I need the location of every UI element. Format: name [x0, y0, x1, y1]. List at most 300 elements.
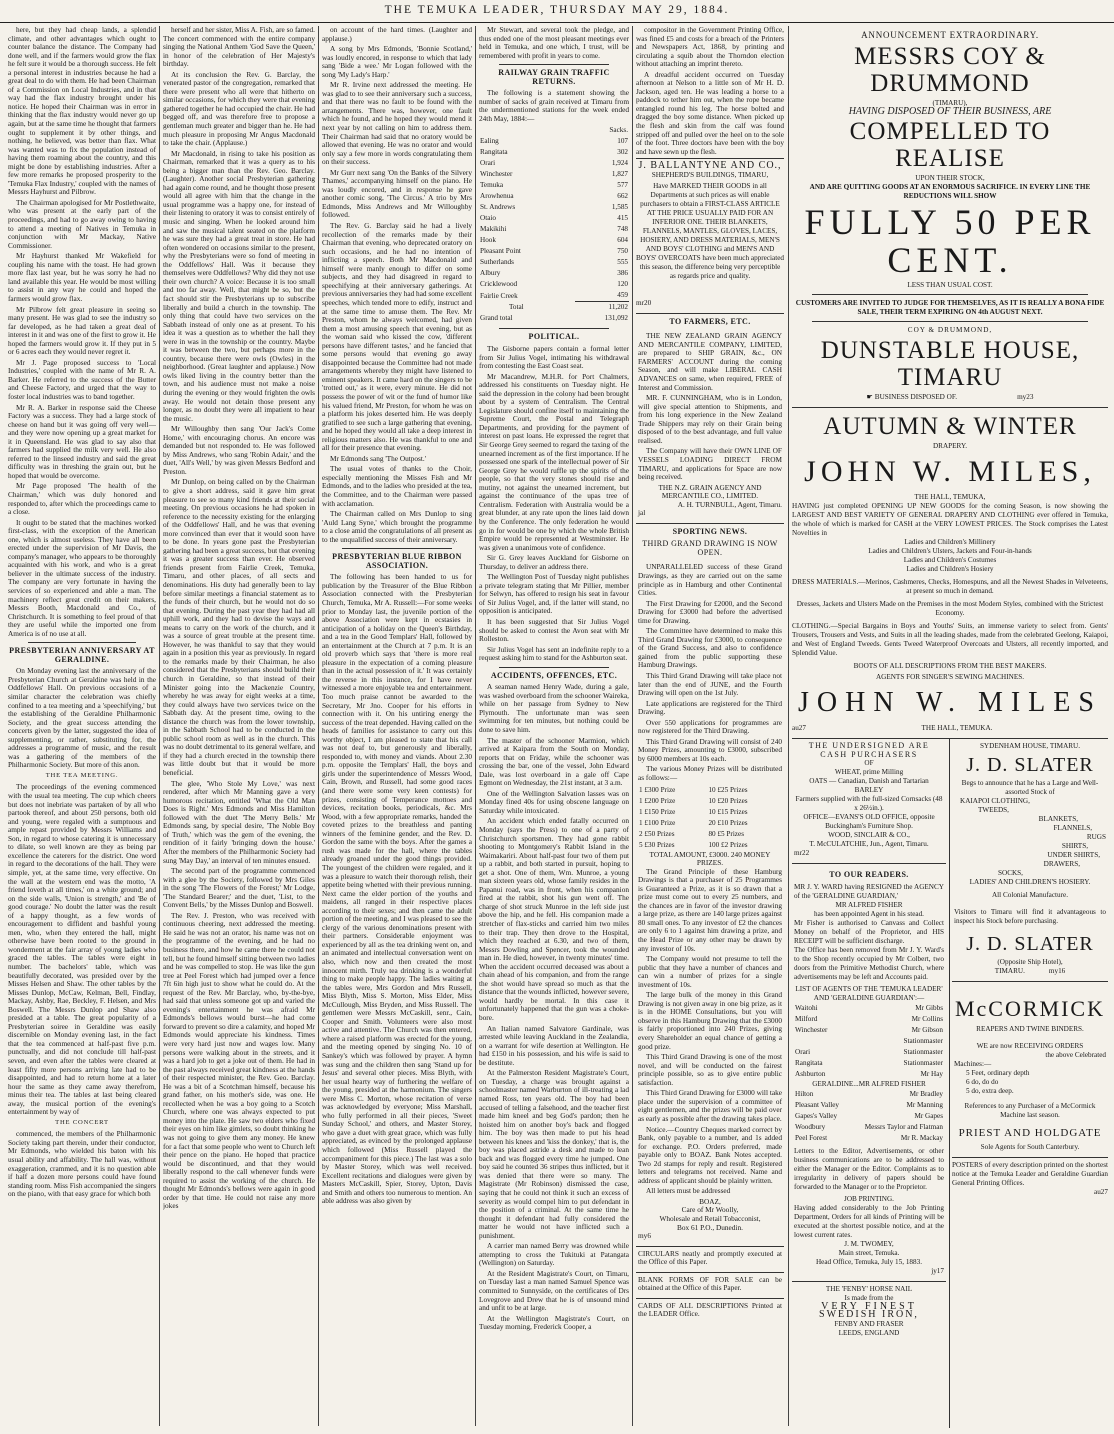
- lower-left-adverts: [792, 739, 950, 1428]
- station-name: St. Andrews: [480, 203, 516, 212]
- table-row: [479, 169, 629, 180]
- coy-drummond-advert: [792, 26, 1108, 408]
- advert-line: AGENTS FOR SINGER'S SEWING MACHINES.: [875, 673, 1025, 682]
- advert-ref: au27: [792, 724, 806, 733]
- column-rule: [318, 26, 319, 1426]
- station-name: Winchester: [480, 170, 513, 179]
- agent-name: Mr Bradley: [909, 1089, 943, 1098]
- advert-line: [792, 393, 1108, 402]
- column-3: [322, 26, 472, 1428]
- advert-ref: mr20: [636, 298, 652, 307]
- agent-name: Mr Gibson: [911, 1025, 943, 1034]
- advert-address: Box 61 P.O., Dunedin.: [677, 1222, 743, 1232]
- table-row: [794, 1058, 944, 1069]
- article-paragraph: The Gisborne papers contain a formal letter from Sir Julius Vogel, intimating his withdrawal from contesting the East Coast seat.: [479, 344, 629, 371]
- advert-line: T. McCULATCHIE, Jun., Agent, Timaru.: [809, 840, 929, 849]
- sacks-count: 415: [617, 214, 628, 223]
- advert-paragraph: MR. F. CUNNINGHAM, who is in London, will give special attention to Shipments, and from his long experience in the New Zealand Trade Shippers may rely on their Grain being disposed of to the best advantage, and full value realised.: [638, 393, 782, 445]
- sacks-count: 1,585: [611, 203, 628, 212]
- advert-paragraph: This Third Grand Drawing will consist of 240 Money Prizes, amounting to £3000, subscribed by 6000 members at 10s each.: [638, 736, 782, 763]
- table-row: [638, 785, 782, 796]
- article-paragraph: Mr Macdonald, in rising to take his position as Chairman, remarked that it was a query as to his being a bigger man than the Rev. Geo. Barclay. (Laughter). Another social Presbyterian gathering had again come round, and he thought those present would all agree with him that the change in the usual programme was a happy one, for instead of their listening to oratory it was to consist entirely of music and singing. When he looked around him and saw the musical talent seated on the platform he was sure they had a great treat in store. He had often wondered on occasions similar to the present, why the Presbyterians were so fond of meeting in the Oddfellows' Hall. Was it because they themselves were Oddfellows? Why did they not use their own church? A voice: Because it is too small and too far away. Well, that might be so, but the fact should stir the Presbyterians up to subscribe liberally and build a church in the township. The only thing that could have two services on the Sabbath instead of only one as at present. To his idea it was a question as to whether the hall they were in was in the township or the country. Maybe it was between the two, but perhaps more in the country, because there were owls (Owles) in the neighborhood. (Great laughter and applause.) Now owls liked living in the country better than the town, and his audience must not make a noise during the evening or they would frighten the owls away. He would not detain those present any longer, as no doubt they were all impatient to hear the music.: [163, 148, 315, 423]
- advert-paragraph: Dresses, Jackets and Ulsters Made on the Premises in the most Modern Styles, combined with the Strictest Economy.: [796, 600, 1104, 618]
- advert-ref: mr22: [794, 849, 810, 858]
- article-paragraph: It ought to be stated that the machines worked first-class, with the exception of the American one, which is almost useless. They have all been erected under the supervision of Mr Davis, the company's manager, who appears to be thoroughly acquainted with his work, and who is a great believer in the ultimate success of the industry. The company are very fortunate in having the services of so experienced and able a man. The machinery reflect great credit on their makers, Messrs Booth, Macdonald and Co., of Christchurch. It is something to feel proud of that they are useful while the imported one from America is of no use at all.: [8, 517, 156, 638]
- advert-line: Machines:—: [954, 1060, 992, 1069]
- article-paragraph: The Chairman apologised for Mr Postlethwaite, who was present at the early part of the proceedings, and had to go away owing to having to attend a meeting of Natives in Temuka in conjunction with Mr Mackay, Native Commissioner.: [8, 197, 156, 250]
- advert-title: AUTUMN & WINTER: [823, 413, 1077, 441]
- table-row: [638, 840, 782, 851]
- advert-sub: (TIMARU),: [932, 98, 968, 107]
- advert-line: POSTERS of every description printed on the shortest notice at the Temuka Leader and Geraldine Guardian General Printing Offices.: [952, 1161, 1108, 1188]
- article-paragraph: An Italian named Salvatore Gardinale, was arrested while leaving Auckland in the Zealandia, on a warrant for wife desertion at Wellington. He had £150 in his possession, and his wife is said to be destitute.: [479, 1023, 629, 1067]
- advert-title: JOHN W. MILES,: [804, 455, 1096, 489]
- article-paragraph: Mr R. Irvine next addressed the meeting. He was glad to to see their anniversary such a success, and that there was no fault to be found with the arrangements. There was, however, one fault which he found, and he hoped they would mend it next year by not calling on him to address them. Their Chairman had said that no oratory would be allowed that evening. He was no orator and would only say a few more in words congratulating them on their success.: [322, 80, 472, 167]
- agent-place: Pleasant Valley: [795, 1100, 839, 1109]
- lower-right-adverts: [952, 739, 1108, 1428]
- agent-name: Messrs Taylor and Flatman: [864, 1122, 943, 1131]
- notice-signature: J. M. TWOMEY,: [844, 1239, 894, 1248]
- table-row: [794, 1014, 944, 1025]
- agent-place: Orari: [795, 1047, 811, 1056]
- grand-total-label: Grand total: [480, 314, 513, 323]
- advert-paragraph: Notice.—Country Cheques marked correct by Bank, only payable to a number, and 1s added for exchange. P.O. Orders preferred, made payable only to BOAZ. Bank Notes accepted. Two 2d stamps for reply and result. Registered letters and telegrams not received. Name and address of applicant should be plainly written.: [638, 1124, 782, 1185]
- masthead: THE TEMUKA LEADER, THURSDAY MAY 29, 1884.: [0, 0, 1114, 23]
- agent-place: Rangitata: [795, 1058, 823, 1067]
- table-row: [794, 1025, 944, 1036]
- advert-line: OATS — Canadian, Danish and Tartarian: [809, 777, 929, 786]
- advert-title: J. D. SLATER: [966, 933, 1094, 956]
- table-header-row: [479, 125, 629, 136]
- prize: 1 £150 Prize: [639, 807, 676, 816]
- advert-line: BOOTS OF ALL DESCRIPTIONS FROM THE BEST MAKERS.: [853, 662, 1047, 671]
- advert-list-item: 5 Feet, ordinary depth: [966, 1069, 1030, 1078]
- blank-forms-advert: BLANK FORMS OF FOR SALE can be obtained at the Office of this Paper.: [636, 1273, 784, 1299]
- advert-paragraph: CLOTHING.—Special Bargains in Boys and Youths' Suits, an immense variety to select from. Gents' Trousers, Trousers and Vests, and Suits in all the leading shades, made from the celebrated Geelong, Kaiapoi, and West of England Tweeds. Gents Tweed Waterproof Overcoats and Ulsters, all recently imported, and Splendid Value.: [792, 622, 1108, 658]
- cards-advert: CARDS OF ALL DESCRIPTIONS Printed at the LEADER Office.: [638, 1300, 782, 1319]
- advert-line: FENBY AND FRASER: [834, 1319, 904, 1328]
- advert-line: All Colonial Manufacture.: [991, 891, 1069, 900]
- notice-line: Head Office, Temuka, July 15, 1883.: [815, 1257, 923, 1266]
- advert-paragraph: Late applications are registered for the Third Drawing.: [638, 698, 782, 717]
- posters-advert: [952, 1158, 1108, 1197]
- article-paragraph: Mr Hayhurst thanked Mr Wakefield for coupling his name with the toast. He had grown more flax last year, but he was sorry he had no land available this year. He would be most willing to assist in any way he could and hoped the farmers would grow flax.: [8, 251, 156, 303]
- article-heading: ACCIDENTS, OFFENCES, ETC.: [490, 670, 618, 680]
- advert-ref: jal: [638, 508, 646, 518]
- advert-paragraph: This Third Grand Drawing for £3000 will take place under the supervision of a committee of eight gentlemen, and the prizes will be paid over as early as possible after the drawing takes place.: [638, 1088, 782, 1123]
- article-paragraph: The usual votes of thanks to the Choir, especially mentioning the Misses Fish and Mr Edmonds, and to the ladies who presided at the tea, the Committee, and to the Chairman were passed with acclamation.: [322, 464, 472, 508]
- notice-paragraph: Having added considerably to the Job Printing Department, Orders for all kinds of Printing will be executed at the shortest possible notice, and at the lowest current rates.: [794, 1203, 944, 1239]
- advert-title: McCORMICK: [954, 996, 1105, 1022]
- article-subheading: THE TEA MEETING.: [45, 771, 119, 779]
- advert-paragraph: UNPARALLELED success of these Grand Drawings, as they are carried out on the same principle as in Hamburg and other Continental Cities.: [638, 562, 782, 598]
- advert-line: UPON THEIR STOCK,: [915, 174, 985, 183]
- readers-notice: [792, 864, 946, 1282]
- agent-name: Mr Gibbs: [915, 1003, 943, 1012]
- advert-list-item: TWEEDS,: [978, 806, 1009, 815]
- prize-total: TOTAL AMOUNT, £3000. 240 MONEY PRIZES.: [649, 849, 771, 868]
- advert-title: JOHN W. MILES: [798, 687, 1102, 719]
- article-heading: RAILWAY GRAIN TRAFFIC RETURNS.: [498, 68, 610, 86]
- advert-paragraph: This Third Grand Drawing is one of the most novel, and will be conducted on the fairest principle possible, so as to give entire public satisfaction.: [638, 1052, 782, 1087]
- table-row: [479, 213, 629, 224]
- article-paragraph: At its conclusion the Rev. G. Barclay, the venerated pastor of the congregation, remarked that there were present who all were that hitherto on similar occasions, for which they were that evening gathered together he had occupied the chair. He had begged off, and was therefore free to propose a gentleman much greater and bigger than he. He had much pleasure in proposing Mr Angus Macdonald to take the chair. (Applause.): [163, 69, 315, 148]
- advert-line: [954, 967, 1106, 976]
- station-name: Ealing: [480, 137, 499, 146]
- agent-place: [794, 1036, 862, 1047]
- article-paragraph: on account of the hard times. (Laughter and applause.): [322, 26, 472, 43]
- notice-paragraph: Mr Fisher is authorised to Canvass and Collect Money on behalf of the Proprietor, and HIS RECEIPT will be sufficient discharge.: [794, 918, 944, 945]
- station-name: Albury: [480, 269, 501, 278]
- divider: [28, 642, 136, 643]
- article-paragraph: Mr Page proposed 'The health of the Chairman,' which was duly honored and responded to, after which the proceedings came to a close.: [8, 481, 156, 517]
- advert-name: BOAZ,: [699, 1196, 721, 1206]
- advert-list-item: FLANNELS,: [1053, 824, 1092, 833]
- table-row: [479, 180, 629, 191]
- advert-heading: THIRD GRAND DRAWING IS NOW OPEN.: [642, 539, 778, 557]
- article-subheading: THE CONCERT: [55, 1118, 109, 1126]
- prize: 20 £10 Prizes: [708, 818, 748, 827]
- prize: 80 £5 Prizes: [708, 829, 744, 838]
- column-rule: [788, 26, 789, 1426]
- agent-name: Mr Gapes: [914, 1111, 943, 1120]
- column-rule: [475, 26, 476, 1426]
- advert-line: OFFICE—EVANS'S OLD OFFICE, opposite Buckingham's Furniture Shop.: [803, 813, 935, 831]
- table-row: [794, 1047, 944, 1058]
- article-paragraph: A seaman named Henry Wade, during a gale, was washed overboard from the schooner Waireka, while on her passage from Sydney to New Plymouth. The unfortunate man was seen swimming for ten minutes, but nothing could be done to save him.: [479, 682, 629, 734]
- notice-line: JOB PRINTING.: [844, 1194, 894, 1203]
- agent-place: Winchester: [795, 1025, 828, 1034]
- advert-line: REAPERS AND TWINE BINDERS.: [976, 1025, 1084, 1034]
- advert-paragraph: THE NEW ZEALAND GRAIN AGENCY AND MERCANTILE COMPANY, LIMITED, are prepared to SHIP GRAIN, &c., ON FARMERS' ACCOUNT during the coming Season, and will make LIBERAL CASH ADVANCES on same, when required, FREE of Interest and Commission.: [638, 331, 782, 392]
- sacks-count: 459: [617, 291, 628, 300]
- agent-name: Stationmaster: [903, 1058, 943, 1067]
- article-paragraph: Mr Edmonds sang 'The Outpost.': [330, 453, 427, 463]
- article-paragraph: The Wellington Post of Tuesday night publishes a private telegram stating that Mr Pillier, member for Selwyn, has offered to resign his seat in favour of Sir Julius Vogel, and, if the latter will stand, no opposition is anticipated.: [479, 572, 629, 616]
- article-paragraph: here, but they had cheap lands, a splendid climate, and other advantages which ought to counter balance the distance. The Company had done well, and if the farmers would grow the flax he felt sure it would be a thorough success. He felt a personal interest in industries because he had a great deal to do with them. He had been Chairman of a Commission on Local Industries, and in that way had the flax industry brought under his notice. He hoped their Chairman was in error in thinking that the flax industry would never go up again, but at the same time he thought that farmers ought to supplement it by other things, and nothing, he believed, was better than flax. What was wanted was to fix the population instead of having them roaming about the country, and this might be done by establishing industries. After a few more remarks he proposed prosperity to the 'Temuka Flax Industry,' coupled with the names of Messrs Hayhurst and Pilbrow.: [8, 26, 156, 197]
- notice-heading: TO OUR READERS.: [829, 870, 909, 880]
- agent-name: Mr R. Mackay: [900, 1133, 943, 1142]
- advert-paragraph: Over 550 applications for programmes are now registered for the Third Drawing.: [638, 717, 782, 736]
- total-value: 11,202: [575, 302, 629, 314]
- advert-paragraph: The First Drawing for £2000, and the Second Drawing for £3000 had before the advertised time for Drawing.: [638, 598, 782, 625]
- column-rule: [159, 26, 160, 1426]
- table-row: [638, 829, 782, 840]
- article-paragraph: The master of the schooner Marmion, which arrived at Kaipara from the South on Monday, reports that on Friday, while the schooner was crossing the bar, one of the vessel, John Edward Dale, was lost overboard in a gale off Cape Egmont on Wednesday, the 21st instant, at 3 a.m.: [479, 735, 629, 788]
- advert-paragraph: DRESS MATERIALS.—Merinos, Cashmeres, Checks, Homespuns, and all the Newest Shades in Velveteens, at present so much in demand.: [792, 578, 1108, 596]
- table-row: [479, 290, 629, 302]
- cash-purchasers-advert: [792, 739, 946, 864]
- station-name: Temuka: [480, 181, 504, 190]
- article-paragraph: An accident which ended fatally occurred on Monday (says the Press) to one of a party of Christchurch sportsmen. They had gone rabbit shooting to Montgomery's Rabbit Island in the Waimakariri. About half-past four two of them put up a rabbit, and both started in pursuit, hoping to get a shot. One of them, Wm. Munroe, a young man sixteen years old, whose family resides in the Papanui road, was in front, when his companion fired at the rabbit, shot his gun went off. The charge of shot struck Munroe in the left side just above the hip, and he fell. His companion made a stretcher of flax-sticks and carried him two miles to their trap. They then drove to the Hospital, which they reached at 6.30, and two of them, Messrs Dowling and Spencer, took the wounded man in. He died, however, in twenty minutes' time. When the accident occurred deceased was about a chain ahead of his companion, and from the range the shot would have spread so much as that the distance that the wounds inflicted, however severe, would hardly be mortal. In this case it unfortunately happened that the gun was a choke-bore.: [479, 816, 629, 1023]
- advert-heading: ANNOUNCEMENT EXTRAORDINARY.: [861, 30, 1039, 40]
- advert-list-item: Ladies and Children's Ulsters, Jackets and Four-in-hands: [868, 547, 1032, 556]
- advert-text: TIMARU.: [994, 967, 1025, 976]
- sacks-count: 555: [617, 258, 628, 267]
- total-row: [479, 302, 629, 314]
- agent-place: Peel Forest: [795, 1133, 828, 1142]
- notice-line: MR ALFRED FISHER: [835, 900, 903, 909]
- grain-agency-advert: [636, 329, 784, 523]
- sacks-count: 386: [617, 269, 628, 278]
- article-paragraph: The Rev. G. Barclay said he had a lively recollection of the remarks made by their Chairman that evening, who deprecated oratory on such occasions, and he had no intention of inflicting a speech. Both Mr Macdonald and himself were manly enough to differ on some subjects, and they had disagreed in regard to speechifying at their anniversary gatherings. At previous anniversaries they had had some excellent speeches, which tended more to edify, instruct and at the same time to amuse them. The Rev. Mr Preston, whom he always welcomed, had given them a most amusing speech that evening, but as the woman said who kissed the cow, 'different persons have different tastes,' and he fancied that some persons would that evening go away disappointed because the Committee had not made arrangements whereby they might have listened to eminent speakers. It came hard on the singers to be 'trotted out,' as it were, every minute. He did not possess the power of wit or the fund of humor like his valued friend, Mr Preston, for whom he was on a platform his jokes deserted him. He was deeply gratified to see such a large gathering that evening, and he hoped they would all take a deep interest in religious matters also. He was thankful to one and all for their presence that evening.: [322, 221, 472, 453]
- advert-paragraph: The Grand Principle of these Hamburg Drawings is that a purchaser of 25 Programmes is Guaranteed a Prize, as it is so drawn that a prize must come out to every 25 numbers, and the chances are in favor of the investor drawing a large prize, as there are 140 large prizes against 80 small ones. To any investor of £2 the chances are only 6 to 1 against him drawing a prize, and the Head Prize or any other may be drawn by any investor of 10s.: [638, 866, 782, 953]
- table-row: [479, 147, 629, 158]
- article-paragraph: The Chairman called on Mrs Dunlop to sing 'Auld Lang Syne,' which brought the programme to a close amid the congratulations of all present as to the unqualified success of their anniversary.: [322, 509, 472, 544]
- station-name: Fairlie Creek: [480, 291, 518, 300]
- column-5: [636, 26, 784, 1428]
- table-row: [479, 202, 629, 213]
- divider: [499, 328, 609, 329]
- sacks-count: 750: [617, 247, 628, 256]
- advert-line: AND ARE QUITTING GOODS AT AN ENORMOUS SACRIFICE. IN EVERY LINE THE REDUCTIONS WILL SHOW: [809, 183, 1091, 201]
- article-paragraph: Mr Gurr next sang 'On the Banks of the Silvery Thames,' accompanying himself on the piano. He was loudly encored, and in response he gave another comic song, 'The Circus.' A trio by Mrs Edmonds, Miss Andrews and Mr Willoughby followed.: [322, 167, 472, 220]
- agent-place: Hilton: [795, 1089, 814, 1098]
- agent-place: Ashburton: [795, 1069, 826, 1078]
- sacks-count: 577: [617, 181, 628, 190]
- advert-address: Care of Mr Woolly,: [681, 1205, 739, 1215]
- advert-ref: my23: [1017, 393, 1034, 402]
- advert-address: SHEPHERD'S BUILDINGS, TIMARU,: [651, 170, 769, 179]
- advert-footer: [792, 724, 1108, 733]
- sacks-count: 1,827: [611, 170, 628, 179]
- article-paragraph: Mr Willoughby then sang 'Our Jack's Come Home,' with encouraging chorus. An encore was demanded but not responded to. He was followed by Miss Andrews, who sang 'Robin Adair,' and the duet, 'All's Well,' by was given Messrs Bedford and Preston.: [163, 424, 315, 476]
- fenby-nail-advert: [792, 1282, 946, 1338]
- article-paragraph: The second part of the programme commenced with a glee by the Society, followed by Mrs Giles in the song 'The Flowers of the Forest;' Mr Lodge, 'The Standard Bearer;' and the duet, 'List, to the Convent Bells,' by the Misses Dunlop and Boswell.: [163, 866, 315, 910]
- advert-title: COMPELLED TO REALISE: [849, 118, 1051, 173]
- table-row: [638, 807, 782, 818]
- prize: 5 £30 Prizes: [639, 840, 675, 849]
- agent-name: Stationmaster: [903, 1036, 943, 1045]
- table-row: [638, 796, 782, 807]
- john-miles-advert: [792, 408, 1108, 739]
- advert-title: DUNSTABLE HOUSE, TIMARU: [820, 337, 1080, 392]
- advert-line: THE 'FENBY' HORSE NAIL: [825, 1284, 913, 1293]
- divider: [499, 64, 609, 65]
- pointing-hand-icon: ☛: [866, 393, 875, 402]
- article-paragraph: Sir G. Grey leaves Auckland for Gisborne on Thursday, to deliver an address there.: [479, 553, 629, 571]
- advert-line: LESS THAN USUAL COST.: [907, 281, 993, 290]
- grand-total-value: 131,092: [604, 314, 628, 323]
- advert-list-item: KAIAPOI CLOTHING,: [960, 797, 1030, 806]
- notice-line: GERALDINE...MR ALFRED FISHER: [812, 1079, 926, 1088]
- notice-line: Main street, Temuka.: [838, 1248, 900, 1257]
- advert-title: FULLY 50 PER CENT.: [804, 202, 1096, 281]
- advert-paragraph: The Committee have determined to make this Third Grand Drawing for £3000, to consequence of the Grand Success, and also to confidence gained from the public supporting these Hamburg Drawings.: [638, 626, 782, 670]
- ballantyne-advert: [636, 158, 784, 314]
- table-row: [794, 1133, 944, 1144]
- notice-paragraph: Letters to the Editor, Advertisements, or other business communications are to be addressed to either the Manager or the Editor. Complaints as to irregularity in delivery of papers should be forwarded to the Manager or to the Proprietor.: [794, 1146, 944, 1191]
- sacks-count: 120: [617, 280, 628, 289]
- advert-list-item: 6 do, do do: [966, 1078, 999, 1087]
- advert-line: WHEAT, prime Milling: [834, 768, 904, 777]
- divider: [812, 294, 1088, 295]
- advert-address: Wholesale and Retail Tobacconist,: [659, 1213, 761, 1223]
- prize: 10 £25 Prizes: [708, 785, 748, 794]
- article-paragraph: The proceedings of the evening commenced with the usual tea meeting. The cup which cheers but does not inebriate was partaken of by all who partook thereof, and about 250 persons, both old and young, were regaled with a sumptuous and ample repast provided by Messrs Williams and Son, in regard to whose catering it is unnecessary to dilate, so well known are they as being par excellence the caterers for the district. One word in regard to the decorations of the hall. They were simple, yet, at the same time, very effective. On the wall at the western end was the motto, 'A friend loveth at all times,' on a white ground; and on the side walls, 'Union is strength,' and 'Be of good courage.' No doubt the latter was the result of a happy thought, as a few words of encouragement to diffident and bashful young men, who, when they entered the hall, might otherwise have been rooted to the ground in wonderment at the fair array of young ladies who graced the tables. The tables were eight in number. The bachelors' table, which was beautifully decorated, was presided over by the Misses Helsen and Shaw. The other tables by the Misses Dunlop, McCaw, Kelman, Bell, Findlay, Mackay, Ashby, Rae, Beckley, F. Helsen, and Mrs Boswell. The Messrs Dunlop and Shaw also presided at a table. The great popularity of a Presbyterian soiree in Geraldine was easily discernible on Monday evening last, in the fact that the tea commenced at half-past five p.m. punctually, and did not conclude till half-past seven, and even after the tables were cleared at least fifty more persons arriving late had to be disappointed, and had to return home at a later hour the same as they came away therefrom, minus their tea. The tables at last being cleared away, the musical portion of the evening's entertainment by way of: [8, 782, 156, 1117]
- station-name: Cricklewood: [480, 280, 518, 289]
- table-row: [638, 818, 782, 829]
- article-paragraph: On Monday evening last the anniversary of the Presbyterian Church at Geraldine was held in the Oddfellows' Hall. On previous occasions of a similar character the celebration was chiefly confined to a tea meeting and a 'speechifying,' but the establishing of the Geraldine Philharmonic Society, and the great success attending the concerts given by the latter, suggested the idea of supplementing, or rather, substituting for, the addresses a programme of music, and the result was a gathering of the members of the Philharmonic Society. But more of this anon.: [8, 666, 156, 770]
- notice-line: LIST OF AGENTS OF THE 'TEMUKA LEADER' AND 'GERALDINE GUARDIAN':—: [795, 984, 943, 1002]
- circulars-advert: CIRCULARS neatly and promptly executed at the Office of this Paper.: [636, 1247, 784, 1273]
- advert-list-item: SOCKS,: [998, 869, 1023, 878]
- advert-list-item: BLANKETS,: [1038, 815, 1078, 824]
- grand-total-row: [479, 313, 629, 324]
- advert-line: Is made from the: [844, 1293, 894, 1302]
- sacks-count: 302: [617, 148, 628, 157]
- station-name: Rangitata: [480, 148, 508, 157]
- advert-ref: my16: [1048, 967, 1066, 976]
- advert-line: HAVING DISPOSED OF THEIR BUSINESS, ARE: [848, 105, 1052, 117]
- advert-ref: au27: [1094, 1188, 1108, 1197]
- advert-list-item: 5 do, extra deep.: [966, 1087, 1014, 1096]
- table-row: [794, 1003, 944, 1014]
- notice-line: has been appointed Agent in his stead.: [814, 909, 924, 918]
- grand-drawing-advert: [636, 560, 784, 1246]
- divider: [812, 321, 1088, 322]
- agent-name: Mr Hay: [920, 1069, 943, 1078]
- divider: [499, 667, 609, 668]
- article-paragraph: Mr Stewart, and several took the pledge, and thus ended one of the most pleasant meetings ever held in Temuka, and one which, I trust, will be remembered with profit in years to come.: [479, 26, 629, 60]
- advert-agent: A. H. TURNBULL, Agent, Timaru.: [677, 499, 782, 509]
- advert-heading: SYDENHAM HOUSE, TIMARU.: [979, 742, 1081, 751]
- grain-returns-table: [479, 125, 629, 324]
- advert-line: OF: [864, 759, 874, 768]
- advert-body: Have MARKED THEIR GOODS in all Departments at such prices as will enable purchasers to obtain a FIRST-CLASS ARTICLE AT THE PRICE USUALLY PAID FOR AN INFERIOR ONE. THEIR BLANKETS, FLANNELS, MANTLES, GLOVES, LACES, HOSIERY, AND DRESS MATERIALS, MEN'S AND BOYS' CLOTHING and MEN'S AND BOYS' OVERCOATS have been much appreciated this season, the difference being very perceptible as regards price and quality.: [636, 181, 784, 280]
- station-name: Orari: [480, 159, 496, 168]
- advert-line: (Opposite Ship Hotel),: [997, 958, 1063, 967]
- advert-list-item: LADIES' AND CHILDREN'S HOSIERY.: [969, 878, 1091, 887]
- station-name: Sutherlands: [480, 258, 514, 267]
- agent-place: Woodbury: [795, 1122, 826, 1131]
- article-paragraph: Mr J. Page proposed success to 'Local Industries,' coupled with the name of Mr R. A. Barker. He referred to the success of the Butter and Cheese Factory, and urged that the way to foster local industries was to band together.: [8, 357, 156, 401]
- advert-list-item: Ladies and Children's Costumes: [903, 556, 997, 565]
- table-row: [479, 136, 629, 147]
- article-paragraph: The Rev. J. Preston, who was received with continuous cheering, next addressed the meeting. He said he was not an orator, his name was not on the programme of the evening, and he had no business there, and how he came there he could not tell, but he found himself sitting between two ladies and he was compelled to stop. He was like the gun tree at Peel Forest which had jumped over a fence 7ft 6in high just to show what he could do. At the request of the Rev. Mr Barclay, who, by-the-bye, had said that unless someone got up and varied the evening's entertainment he was afraid Mr Edmonds's bellows would burst—he had come forward to prevent so dire a calamity, and hoped Mr Edmonds would appreciate his kindness. Times were very hard just now and wages low. Many persons were walking about in the streets, and it was a hard job to get a joke out of them. He had in the past always received great kindness at the hands of their respected minister, the Rev. Geo. Barclay. He was a bit of a Scotchman himself, because his grand father, on his mother's side, was one. He recollected when he was a boy going to a Scotch Church, where one was always expected to put money into the plate. He saw two elders who fixed their eyes on him like gimlets, so doubt thinking he was not going to give them any money. He knew for a fact that some people who went to Church left their pence on the piano. He hoped that practice would be discontinued, and that they would liberally respond to the call whenever funds were required to assist the working of the church. He thought Mr Edmonds's bellows were again in good order by that time. He could not raise any more jokes: [163, 910, 315, 1211]
- article-paragraph: A song by Mrs Edmonds, 'Bonnie Scotland,' was loudly encored, in response to which that lady sang 'Bide a wee.' Mr Logan followed with the song 'My Lady's Harp.': [322, 44, 472, 79]
- table-row: [479, 158, 629, 169]
- station-name: Makikihi: [480, 225, 507, 234]
- column-1: [8, 26, 156, 1428]
- sacks-count: 748: [617, 225, 628, 234]
- advert-line: WOOD, SINCLAIR & CO.,: [828, 831, 910, 840]
- column-rule: [632, 26, 633, 1426]
- advert-list-item: Ladies and Children's Hosiery: [906, 565, 994, 574]
- advert-line: Begs to announce that he has a Large and Well-assorted Stock of: [961, 779, 1099, 797]
- table-row: [794, 1089, 944, 1100]
- article-paragraph: commenced, the members of the Philharmonic Society taking part therein, under their conductor, Mr Edmonds, who wielded his baton with his usual ability and affability. The hall was, without exaggeration, crammed, and it is no question able if half a dozen more persons could have found standing room. Miss Fish accompanied the singers on the piano, with that easy grace for which both: [8, 1129, 156, 1199]
- divider: [342, 548, 452, 549]
- agent-place: Waitohi: [795, 1003, 818, 1012]
- article-heading: POLITICAL.: [528, 332, 580, 342]
- notice-ref: jy17: [931, 1266, 944, 1275]
- advert-line: SWEDISH IRON,: [819, 1309, 919, 1321]
- sacks-count: 1,924: [611, 159, 628, 168]
- advert-line: WE are now RECEIVING ORDERS: [976, 1042, 1084, 1051]
- advert-ref: my6: [638, 1231, 651, 1241]
- advert-line: References to any Purchaser of a McCormick Machine last season.: [964, 1102, 1096, 1120]
- advert-line: THE HALL, TEMUKA,: [914, 493, 986, 502]
- advert-line: BARLEY: [854, 786, 884, 795]
- table-row: [794, 1111, 944, 1122]
- table-row: [479, 224, 629, 235]
- agent-name: Mr Manning: [906, 1100, 943, 1109]
- agents-table: [794, 1089, 944, 1144]
- prize: 1 £200 Prize: [639, 796, 676, 805]
- table-row: [794, 1122, 944, 1133]
- agent-place: Gapes's Valley: [795, 1111, 838, 1120]
- article-paragraph: Sir Julius Vogel has sent an indefinite reply to a request asking him to stand for the Ashburton seat.: [479, 644, 629, 663]
- section-heading: SPORTING NEWS.: [672, 526, 748, 536]
- station-name: Otaio: [480, 214, 496, 223]
- slater-advert: [952, 739, 1108, 982]
- agent-name: Stationmaster: [903, 1047, 943, 1056]
- table-row: [479, 279, 629, 290]
- article-heading: PRESBYTERIAN BLUE RIBBON ASSOCIATION.: [332, 552, 462, 570]
- advert-title: J. D. SLATER: [966, 754, 1094, 777]
- table-row: [794, 1069, 944, 1080]
- advert-paragraph: All letters must be addressed: [646, 1186, 731, 1196]
- total-label: Total: [509, 303, 524, 312]
- prize: 10 £15 Prizes: [708, 807, 748, 816]
- article-paragraph: At the Palmerston Resident Magistrate's Court, on Tuesday, a charge was brought against a schoolmaster named Warburton of ill-treating a lad named Ross, ten years old. The boy had been accused of telling a falsehood, and the teacher first made him kneel and beg God's pardon; then he hoisted him on another boy's back and flogged him. The boy was then made to put his head between his knees and 'kiss the donkey,' that is, the boy was placed astride a desk and made to lean back and was flogged every time he jumped. One boy said he counted 36 stripes thus inflicted, but it was denied that there were so many. The Magistrate (Mr Robinson) dismissed the case, saying that he could not think it such an excess of severity as would compel him to put defendant in the position of a criminal. At the same time he thought it defendant had fully considered the matter he would not have inflicted such a punishment.: [479, 1068, 629, 1240]
- advert-list-item: SHIRTS,: [1061, 842, 1088, 851]
- station-name: Hook: [480, 236, 496, 245]
- advert-line: DRAPERY.: [932, 442, 968, 451]
- advert-line: LEEDS, ENGLAND: [838, 1328, 900, 1337]
- column-header: Sacks.: [609, 126, 628, 135]
- station-name: Pleasant Point: [480, 247, 521, 256]
- article-paragraph: Mr Macandrew, M.H.R. for Port Chalmers, addressed his constituents on Tuesday night. He said the depression in the colony had been brought about by a system of Centralism. The Central Legislature should confine itself to maintaining the Supreme Court, the Postal and Telegraph Departments, and providing for the payment of interest on past loans. He expressed the regret that Sir George Grey seemed to regard the taxing of the unearned increment as of the first importance. If he possessed one spark of the intellectual power of Sir George Grey he would ruffle up the spirits of the people, so that the very stones should rise and mutiny, not against the unearned increment, but against the continuance of the upas tree of Centralism. Federation with Australia would be a great blunder, at any rate upon the lines laid down by the Conference. The only federation he would go in for would be one by which the whole British Empire would be represented at Westminster. He was given a unanimous vote of confidence.: [479, 371, 629, 552]
- advert-text: BUSINESS DISPOSED OF.: [874, 393, 958, 402]
- advert-line: COY & DRUMMOND,: [907, 326, 993, 335]
- article-paragraph: One of the Wellington Salvation lasses was on Monday fined 40s for using obscene language on Saturday while intoxicated.: [479, 788, 629, 815]
- advert-list-item: RUGS: [1086, 833, 1106, 842]
- article-paragraph: Mr Pilbrow felt great pleasure in seeing so many present. He was glad to see the industry so far developed, as he had taken a great deal of interest in it and was one of the first to grow it. He hoped the farmers would grow it. If they put in 5 or 6 acres each they would never regret it.: [8, 304, 156, 357]
- article-paragraph: The glee, 'Who Stole My Love,' was next rendered, after which Mr Manning gave a very humorous recitation, entitled 'What the Old Man Does is Right.' Mrs Edmonds and Miss Hamilton followed with the duet 'The Merry Bells.' Mr Edmonds sang, by special desire, 'The Noble Boy of Truth,' which was the gem of the evening, the rendition of it fairly 'bringing down the house.' After the members of the Philharmonic Society had sung 'May Day,' an interval of ten minutes ensued.: [163, 778, 315, 865]
- agent-place: Milford: [795, 1014, 818, 1023]
- advert-signature: THE N.Z. GRAIN AGENCY AND MERCANTILE CO., LIMITED.: [658, 482, 762, 501]
- article-paragraph: A carrier man named Berry was drowned while attempting to cross the Tukituki at Patangata (Wellington) on Saturday.: [479, 1241, 629, 1268]
- table-row: [794, 1036, 944, 1047]
- advert-list-item: DRAWERS,: [1043, 860, 1080, 869]
- advert-paragraph: This Third Grand Drawing will take place not later than the end of JUNE, and the Fourth Drawing will open on the 1st July.: [638, 670, 782, 698]
- article-paragraph: The following has been handed to us for publication by the Treasurer of the Blue Ribbon Association connected with the Presbyterian Church, Temuka, Mr A. Russell:—For some weeks prior to Monday last, the juvenile portion of the above Association were kept in ecstasies in anticipation of a holiday on the Queen's Birthday, and a tea in the Good Templars' Hall, followed by an entertainment at the Church at 7 p.m. It is an old proverb which says that 'there is more real pleasure in the expectation of a coming pleasure than in the actual possession of it.' It was certainly the reverse in this instance, for I have never witnessed a more enjoyable tea and entertainment. Too much praise cannot be awarded to the Secretary, Mr Jno. Cooper for his efforts in connection with it. On his untiring energy the success of the treat depended. Having called on the heads of families for assistance to carry out this worthy object, I am pleased to state that his call was not deaf to, but generously and liberally, responded to, with money and viands. About 2.30 p.m. opposite the Templars' Hall, the boys and girls under the superintendence of Messrs Wood, Cain, Brown, and Russell, had some good races (and there were some very keen contests) for prizes, consisting of Temperance mottoes and devices, recitation books, periodicals, &c. Mrs Wood, with a few appropriate remarks, handed the coveted prizes to the breathless and panting winners of the feminine gender, and the Rev. D. Gordon the same with the boys. After the games a rush was made for the hall, where the tables already groaned under the good things provided. The youngest of the children were regaled, and it was a pleasure to watch their thorough relish, their appetite being whetted with their previous running. Next came the elder portion of the youths and maidens, all ranged in their respective places according to their sexes; and then came the adult portion of the meeting, and I was pleased to see the clergy of the various denominations present with their partners. Considerable enjoyment was experienced by all as the tea drinking went on, and an animated and intellectual conversation went on also, which now and then created the most innocent mirth. Truly tea drinking is a wonderful thing to make people happy. The ladies waiting at the tables were, Mrs Gordon and Mrs Russell, Miss Blyth, Miss S. Morton, Miss Elder, Miss McCullough, Miss Bryden, and Miss Russell. The gentlemen were Messrs McCaskill, senr., Cain, Cooper and Smith. Volunteers were also most active and attentive. The Church was then entered, where a raised platform was erected for the young, and the meeting opened by singing No. 10 of Sankey's which was followed by prayer. A hymn was sung and the children then sang 'Stand up for Jesus' and several other pieces. Miss Blyth, with her usual hearty way of furthering the welfare of the young, presided at the harmonium. The singers were Miss C. Morton, whose recitation of verse was acknowledged by everyone; Miss Marshall, who fully performed in all their pieces, 'Sweet Sunday School,' and others, and Master Storey, who gave a duet with great grace, which was fully appreciated, as evinced by the prolonged applause which followed (Miss Russell played the accompaniment for this piece.) The last was a solo by Master Storey, which was well received. Excellent recitations and dialogues were given by Masters McCaskill, Spier, Storey, Upton, Davis and Smith and others too numerous to mention. An able address was also given by: [322, 572, 472, 1206]
- column-4: [479, 26, 629, 1428]
- article-paragraph: A dreadful accident occurred on Tuesday afternoon at Nelson to a little son of Mr H. D. Jackson, aged ten. He was leading a horse to a paddock to tether him out, when the rope became entangled round his leg. The horse bolted and dragged the boy some distance. When picked up the flesh and skin from the calf was found stripped off and pulled over the heel on to the sole of the foot. Three doctors have been with the boy and have sewn up the flesh.: [636, 69, 784, 156]
- advert-line: Sole Agents for South Canterbury.: [980, 1143, 1080, 1152]
- advert-list-item: Ladies and Children's Millinery: [904, 538, 996, 547]
- column-6-advertisements: [792, 26, 1108, 1428]
- lower-advert-area: [792, 739, 1108, 1428]
- advert-line: Farmers supplied with the full-sized Cornsacks (48 x 26½in.).: [795, 795, 943, 813]
- prize: 1 £300 Prize: [639, 785, 676, 794]
- sacks-count: 662: [617, 192, 628, 201]
- prize: 10 £20 Prizes: [708, 796, 748, 805]
- article-paragraph: herself and her sister, Miss A. Fish, are so famed. The concert commenced with the entire company singing the National Anthem 'God Save the Queen,' in honor of the celebration of Her Majesty's birthday.: [163, 26, 315, 69]
- mccormick-advert: [952, 982, 1108, 1158]
- advert-heading: THE UNDERSIGNED ARE CASH PURCHASERS: [808, 741, 930, 759]
- prize: 100 £2 Prizes: [708, 840, 748, 849]
- agent-name: Mr Collins: [911, 1014, 943, 1023]
- section-heading: TO FARMERS, ETC.: [669, 316, 751, 326]
- notice-paragraph: The Office has been removed from Mr J. Y. Ward's to the Shop recently occupied by Mr Colbert, two doors from the Primitive Methodist Church, where advertisements may be left and Accounts paid.: [794, 945, 944, 981]
- advert-line: the above Celebrated: [1045, 1051, 1106, 1060]
- article-paragraph: At the Wellington Magistrate's Court, on Tuesday morning, Frederick Cooper, a: [479, 1313, 629, 1332]
- prize: 2 £50 Prizes: [639, 829, 675, 838]
- article-paragraph: compositor in the Government Printing Office, was fined £5 and costs for a breach of the Printers and Newspapers Act, 1868, by printing and circulating a squib about the Thorndon election without attaching an imprint thereto.: [636, 26, 784, 69]
